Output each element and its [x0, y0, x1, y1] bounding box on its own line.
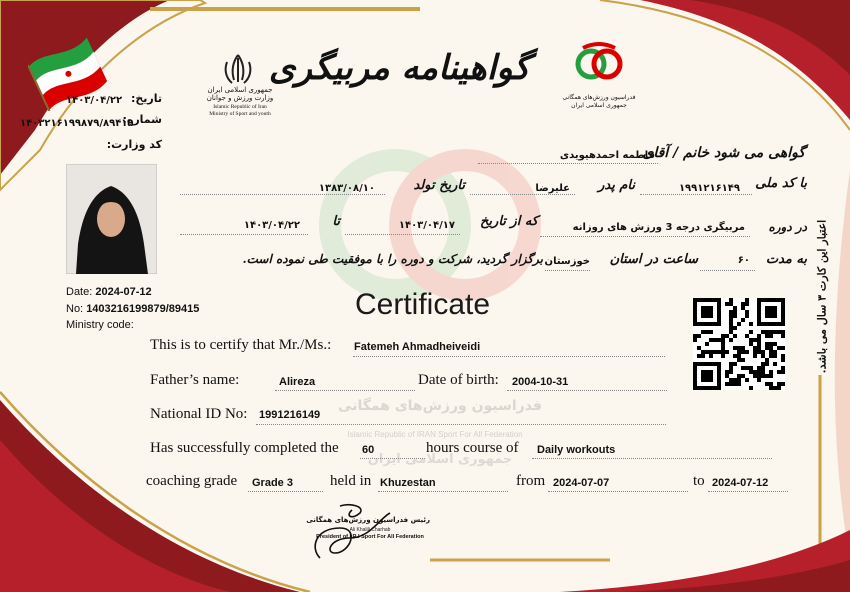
- from-label: from: [516, 473, 546, 489]
- held-label: held in: [330, 473, 372, 489]
- fa-line1-underline: [478, 163, 658, 164]
- name-value: Fatemeh Ahmadheiveidi: [354, 341, 481, 353]
- left-ministry-code-label: Ministry code:: [66, 319, 134, 331]
- province-value: Khuzestan: [380, 477, 436, 489]
- federation-line2: جمهوری اسلامی ایران: [571, 102, 627, 109]
- fa-province-value: خوزستان: [544, 256, 590, 267]
- grade-value: Grade 3: [252, 477, 293, 489]
- validity-note: اعتبار این کارت ۳ سال می باشد.: [815, 219, 829, 374]
- watermark-line1: فدراسیون ورزش‌های همگانی: [338, 398, 542, 414]
- signature-title-en: President of I.R.I Sport For All Federation: [316, 534, 424, 540]
- fa-dob-value: ۱۳۸۳/۰۸/۱۰: [318, 183, 375, 194]
- fa-line1-text: گواهی می شود خانم / آقای: [642, 145, 805, 161]
- grade-underline: [248, 491, 323, 492]
- fa-name-value: فاطمه احمدهیویدی: [559, 150, 655, 161]
- left-no-value: 1403216199879/89415: [86, 303, 200, 315]
- ministry-text-en: [200, 104, 280, 118]
- dob-underline: [507, 390, 667, 391]
- ministry-line1: جمهوری اسلامی ایران: [207, 86, 273, 94]
- watermark-line2: Islamic Republic of IRAN Sport For All Federation: [347, 430, 523, 439]
- left-no-label: No:: [66, 303, 84, 315]
- fa-nid-underline: [640, 194, 752, 195]
- certificate-heading: Certificate: [355, 288, 491, 321]
- watermark-line3: جمهوری اسلامی ایران: [367, 452, 513, 467]
- father-underline: [275, 390, 415, 391]
- fa-father-underline: [470, 194, 575, 195]
- header-ministry-code-label: کد وزارت:: [106, 138, 162, 151]
- completed-text: Has successfully completed the: [150, 440, 339, 456]
- band-right: [835, 170, 850, 560]
- ministry-text: [200, 86, 280, 102]
- father-value: Alireza: [279, 376, 316, 388]
- fa-father-value: علیرضا: [535, 183, 570, 194]
- hours-underline: [360, 458, 425, 459]
- fa-dob-label: تاریخ تولد: [413, 178, 465, 193]
- left-date-value: 2024-07-12: [95, 286, 152, 298]
- hours-text: hours course of: [426, 440, 519, 456]
- fa-duration-underline: [700, 270, 755, 271]
- fa-nid-label: با کد ملی: [755, 176, 807, 191]
- fa-father-label: نام پدر: [598, 178, 635, 193]
- header-date-label: تاریخ:: [130, 92, 162, 105]
- grade-label: coaching grade: [146, 473, 238, 489]
- fa-hours-text: ساعت در استان: [609, 252, 698, 267]
- nid-underline: [256, 424, 666, 425]
- iran-emblem-icon: [221, 52, 255, 86]
- qr-code-icon: [693, 298, 785, 390]
- fa-dob-underline: [180, 194, 385, 195]
- header-number-label: شماره:: [122, 113, 162, 126]
- federation-logo-icon: [573, 42, 625, 86]
- nid-value: 1991216149: [259, 409, 321, 421]
- course-value: Daily workouts: [537, 444, 616, 456]
- certify-text: This is to certify that Mr./Ms.:: [150, 337, 332, 353]
- fa-to-underline: [180, 234, 308, 235]
- hours-value: 60: [362, 444, 375, 456]
- signature-title-fa: رئیس فدراسیون ورزش‌های همگانی: [306, 516, 430, 524]
- portrait-photo: [66, 164, 157, 274]
- fa-to-label: تا: [332, 214, 340, 229]
- name-underline: [353, 356, 665, 357]
- header-number-value: ۱۴۰۳۲۱۶۱۹۹۸۷۹/۸۹۴۱۵: [20, 118, 134, 129]
- fa-duration-value: ۶۰: [737, 255, 750, 266]
- fa-from-value: ۱۴۰۳/۰۴/۱۷: [398, 220, 455, 231]
- left-date-row: [66, 286, 152, 298]
- father-label: Father’s name:: [150, 372, 240, 388]
- nid-label: National ID No:: [150, 406, 248, 422]
- fa-province-underline: [545, 270, 590, 271]
- fa-course-label: در دوره: [768, 220, 807, 234]
- to-value: 2024-07-12: [712, 477, 769, 489]
- to-underline: [708, 491, 788, 492]
- dob-label: Date of birth:: [418, 372, 499, 388]
- fa-course-underline: [540, 236, 750, 237]
- fa-from-label: که از تاریخ: [480, 214, 538, 229]
- ministry-line2: وزارت ورزش و جوانان: [206, 94, 274, 102]
- ministry-line3: Islamic Republic of Iran: [213, 104, 267, 110]
- left-date-label: Date:: [66, 286, 93, 298]
- federation-text: [560, 94, 638, 110]
- header-date-value: ۱۴۰۳/۰۴/۲۲: [66, 95, 123, 106]
- federation-line1: فدراسیون ورزش‌های همگانی: [562, 94, 636, 101]
- from-value: 2024-07-07: [553, 477, 610, 489]
- province-underline: [378, 491, 508, 492]
- fa-from-underline: [345, 234, 460, 235]
- to-label: to: [693, 473, 705, 489]
- fa-course-value: مربیگری درجه 3 ورزش های روزانه: [572, 222, 745, 233]
- left-no-row: [66, 303, 199, 315]
- ministry-line4: Ministry of Sport and youth: [209, 111, 271, 117]
- fa-duration-label: به مدت: [765, 252, 807, 267]
- dob-value: 2004-10-31: [512, 376, 569, 388]
- fa-to-value: ۱۴۰۳/۰۴/۲۲: [243, 220, 300, 231]
- fa-nid-value: ۱۹۹۱۲۱۶۱۴۹: [678, 183, 740, 194]
- signature-name: Ali Khalili Charhab: [349, 527, 391, 533]
- certificate-title-fa: گواهینامه مربیگری: [268, 48, 530, 88]
- from-underline: [548, 491, 688, 492]
- fa-end-text: برگزار گردید، شرکت و دوره را با موفقیت طی نموده است.: [242, 252, 543, 266]
- course-underline: [532, 458, 772, 459]
